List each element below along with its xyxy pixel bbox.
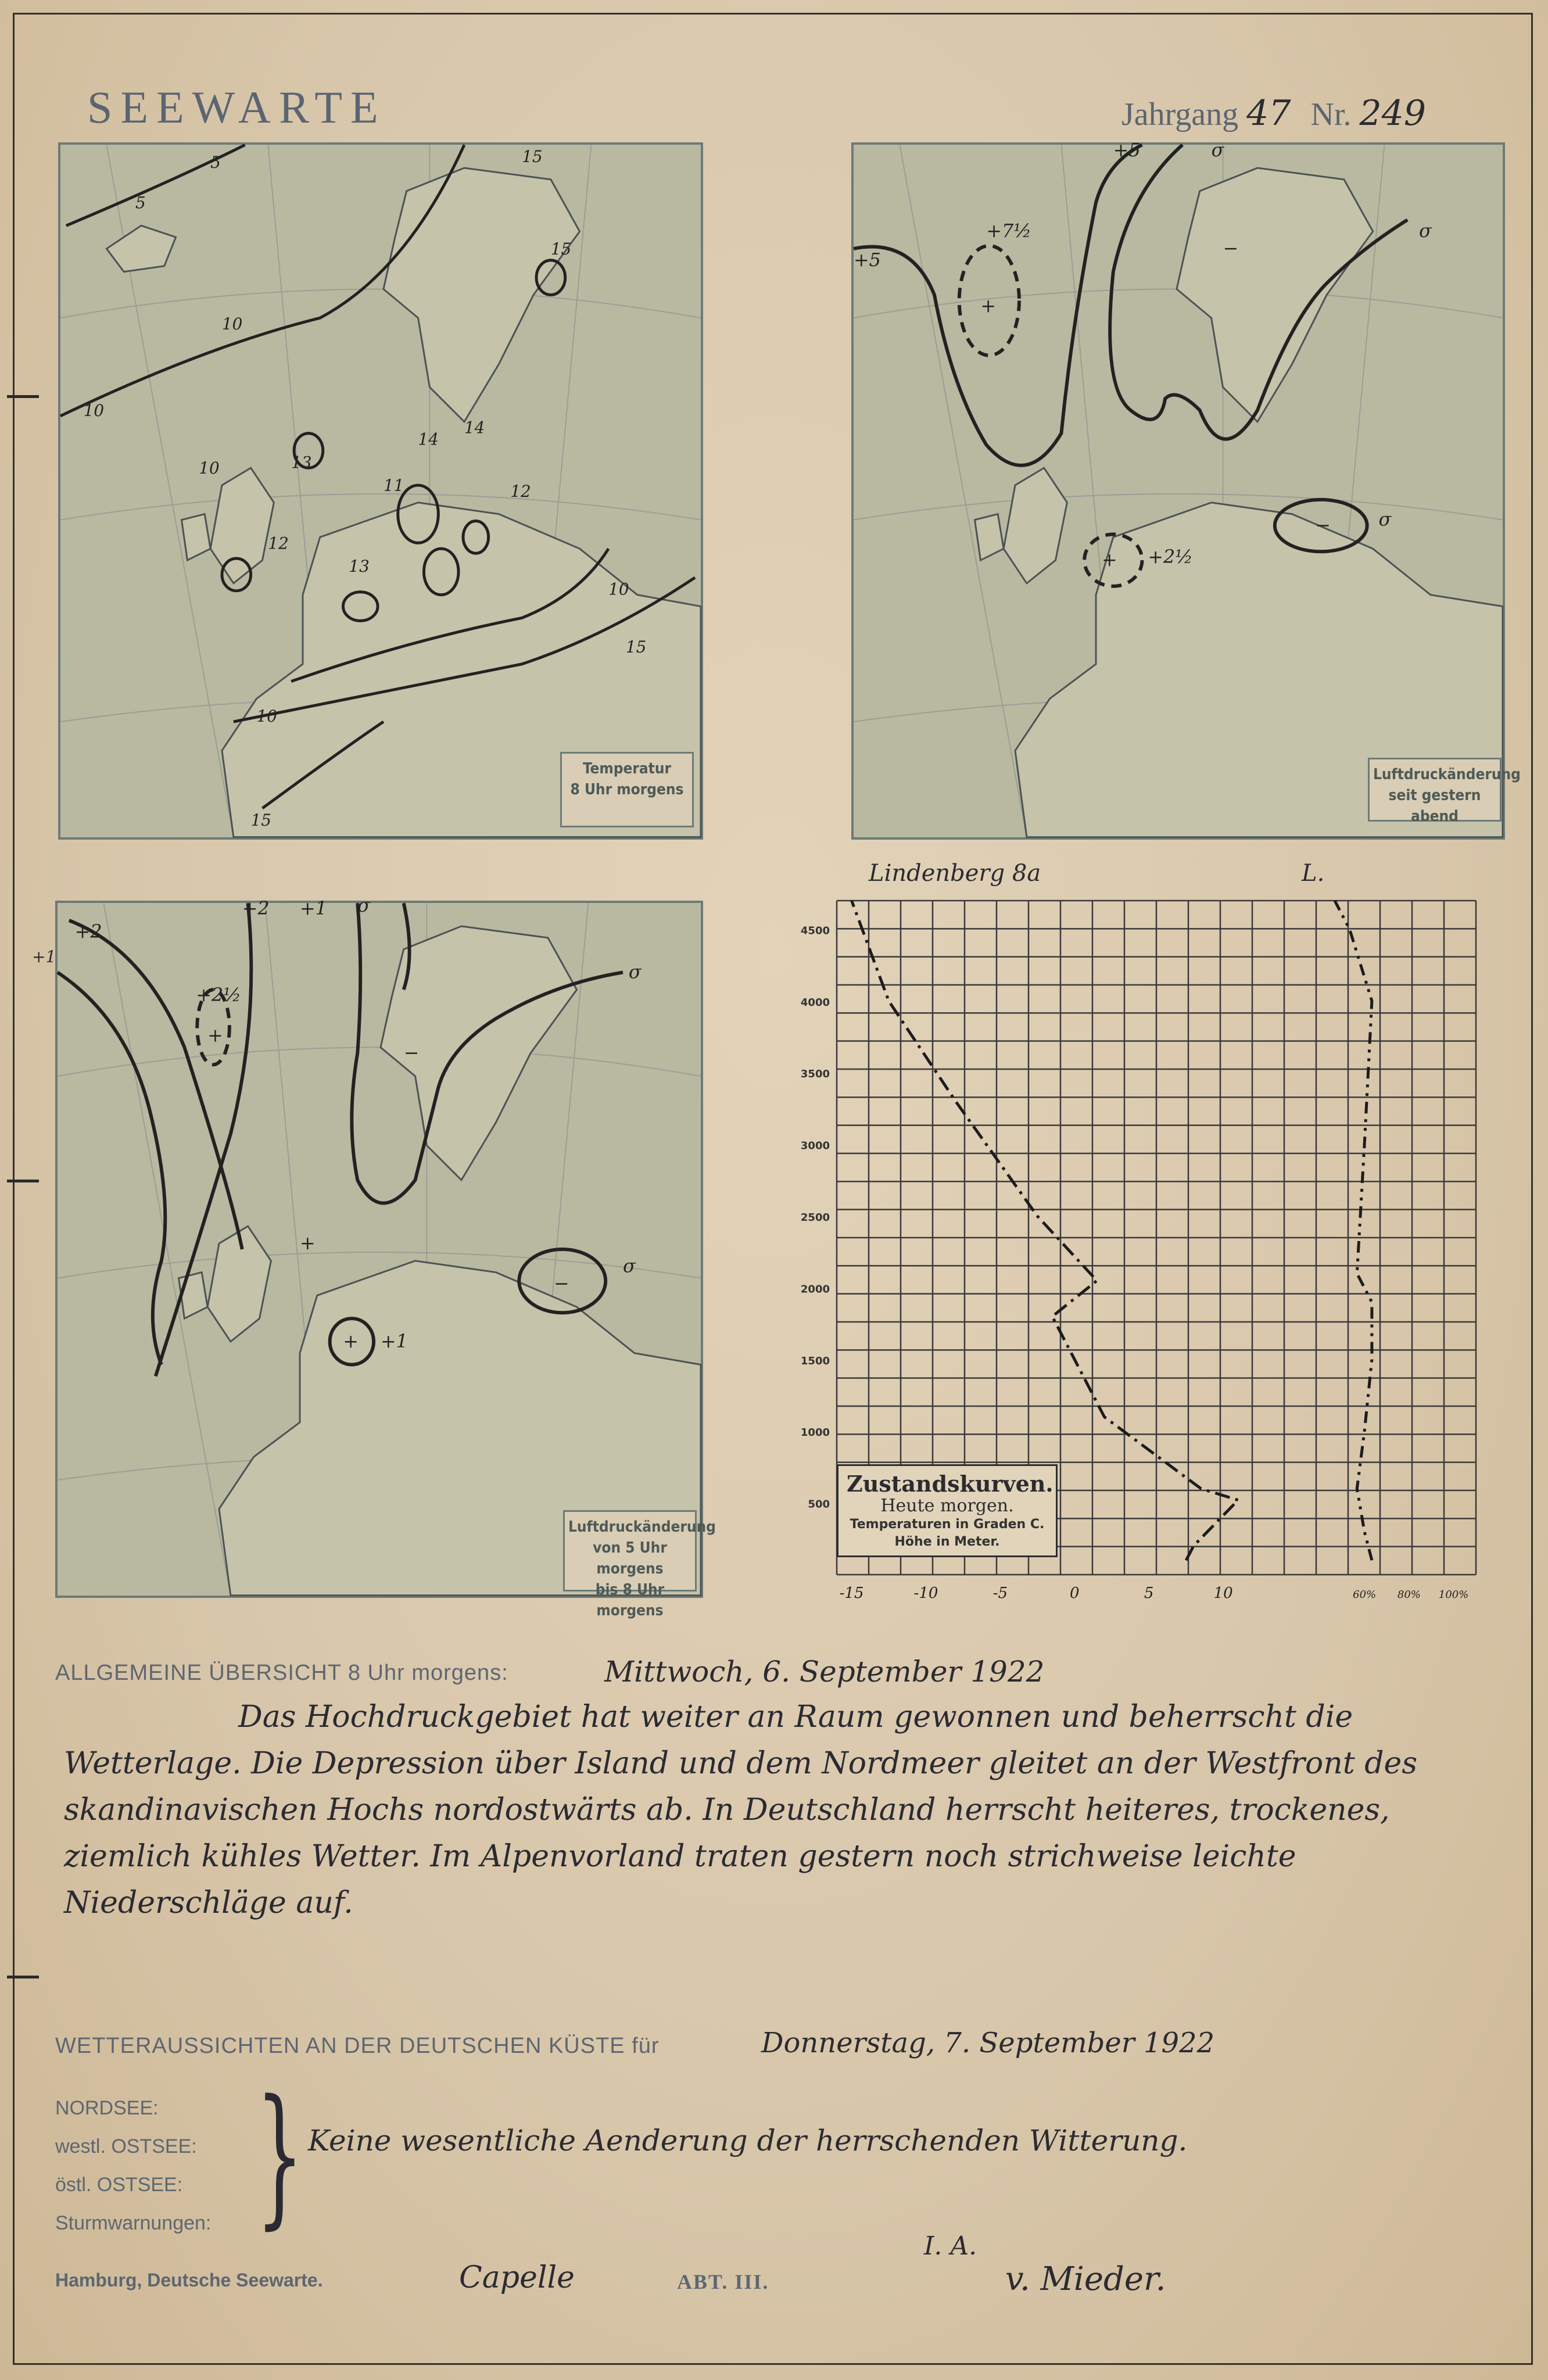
y-tick-label: 1500 [800, 1354, 830, 1367]
nr-value: 249 [1359, 93, 1427, 134]
svg-text:15: 15 [250, 810, 271, 830]
svg-text:+7½: +7½ [986, 221, 1031, 242]
temperature-map-drawing [60, 145, 701, 837]
pressure-change-morning-map [55, 895, 716, 1619]
x-tick-label: 0 [1070, 1585, 1080, 1602]
svg-text:σ: σ [622, 1256, 636, 1277]
margin-tick-3 [7, 1976, 39, 1978]
humidity-tick-label: 80% [1397, 1589, 1421, 1601]
footer-place: Hamburg, Deutsche Seewarte. [55, 2270, 323, 2291]
forecast-label: WETTERAUSSICHTEN AN DER DEUTSCHEN KÜSTE für [55, 2034, 660, 2058]
pressure-change-evening-map [851, 140, 1521, 840]
jahrgang-label: Jahrgang [1121, 96, 1239, 132]
svg-text:−: − [1223, 238, 1239, 259]
pressure-change-morning-caption-line1: Luftdruckänderung [568, 1518, 716, 1536]
margin-note-plus1: +1 [32, 947, 56, 966]
svg-text:5: 5 [135, 193, 146, 213]
footer-department: ABT. III. [677, 2270, 769, 2293]
temperature-map-caption-line2: 8 Uhr morgens [570, 781, 684, 798]
svg-text:σ: σ [628, 962, 642, 983]
svg-text:5: 5 [210, 153, 221, 173]
svg-text:+: + [980, 296, 997, 317]
svg-text:+: + [343, 1331, 359, 1352]
svg-text:−: − [403, 1042, 420, 1064]
svg-text:10: 10 [83, 400, 105, 420]
svg-text:+: + [1101, 550, 1117, 571]
svg-text:+1: +1 [299, 898, 327, 920]
pressure-change-morning-caption-line2: von 5 Uhr morgens [593, 1539, 667, 1578]
y-tick-label: 500 [808, 1498, 830, 1511]
svg-text:10: 10 [199, 458, 220, 478]
pressure-change-evening-drawing [854, 140, 1521, 837]
sounding-legend-line2: Höhe in Meter. [894, 1535, 1000, 1549]
pressure-change-evening-caption-line2: seit gestern abend [1388, 787, 1481, 825]
series-line-temperature [852, 901, 1238, 1560]
svg-text:σ: σ [357, 895, 370, 917]
region-sturmwarnungen: Sturmwarnungen: [55, 2212, 212, 2234]
sounding-chart [790, 860, 1488, 1610]
forecast-text: Keine wesentliche Aenderung der herrschenden Witterung. [308, 2124, 1188, 2157]
header-title: SEEWARTE [87, 82, 386, 132]
forecast-regions [55, 2089, 211, 2242]
svg-text:−: − [553, 1273, 569, 1295]
svg-text:15: 15 [522, 147, 543, 167]
sounding-subtitle: Heute morgen. [880, 1496, 1014, 1516]
y-tick-label: 4000 [800, 996, 830, 1009]
footer-initials: I. A. [924, 2231, 977, 2261]
svg-text:11: 11 [383, 475, 404, 495]
x-tick-label: 5 [1144, 1585, 1154, 1602]
svg-text:+2: +2 [242, 898, 270, 920]
margin-tick-2 [7, 1180, 39, 1182]
region-nordsee: NORDSEE: [55, 2097, 159, 2119]
svg-text:+: + [207, 1025, 223, 1046]
temperature-map [58, 142, 703, 840]
temperature-map-caption [560, 752, 694, 827]
pressure-change-morning-caption [563, 1510, 716, 1619]
region-oestl-ostsee: östl. OSTSEE: [55, 2174, 183, 2196]
svg-text:σ: σ [1211, 140, 1224, 162]
humidity-label: L. [1302, 860, 1325, 887]
sounding-legend-line1: Temperaturen in Graden C. [850, 1517, 1045, 1532]
svg-text:10: 10 [608, 579, 629, 599]
y-tick-label: 1000 [800, 1426, 830, 1439]
y-tick-label: 2500 [800, 1211, 830, 1224]
svg-text:12: 12 [268, 533, 289, 553]
footer-signature-1: Capelle [459, 2260, 575, 2295]
svg-text:+1: +1 [380, 1331, 408, 1352]
sounding-legend [837, 1464, 1058, 1557]
svg-text:13: 13 [349, 556, 370, 576]
svg-text:+2½: +2½ [1148, 547, 1193, 568]
forecast-date: Donnerstag, 7. September 1922 [761, 2027, 1215, 2059]
pressure-change-morning-drawing [58, 895, 716, 1596]
overview-date: Mittwoch, 6. September 1922 [604, 1655, 1045, 1689]
series-line-humidity [1335, 901, 1372, 1560]
svg-text:10: 10 [256, 707, 277, 726]
pressure-change-evening-caption-line1: Luftdruckänderung [1373, 766, 1521, 783]
svg-text:σ: σ [1419, 221, 1432, 242]
svg-text:+5: +5 [854, 249, 881, 271]
svg-text:14: 14 [464, 418, 485, 438]
jahrgang-value: 47 [1246, 93, 1291, 134]
temperature-map-caption-line1: Temperatur [582, 760, 672, 777]
svg-text:σ: σ [1378, 509, 1392, 531]
svg-text:15: 15 [625, 637, 647, 657]
svg-text:13: 13 [291, 453, 312, 472]
y-tick-label: 3500 [800, 1068, 830, 1081]
x-tick-label: 10 [1213, 1585, 1233, 1602]
region-westl-ostsee: westl. OSTSEE: [55, 2135, 197, 2157]
footer-signature-2: v. Mieder. [1005, 2260, 1166, 2298]
y-tick-label: 4500 [800, 924, 830, 937]
svg-text:+5: +5 [1113, 140, 1141, 162]
station-label: Lindenberg 8a [869, 860, 1041, 887]
overview-text: Das Hochdruckgebiet hat weiter an Raum gewonnen und beherrscht die Wetterlage. Die Depression über Island und dem Nordmeer gleitet an der Westfront des skandinavischen Hochs nordostwärts ab. In Deutschland herrscht heiteres, trockenes, ziemlich kühles Wetter. Im Alpenvorland traten gestern noch strichweise leichte Niederschläge auf. [64, 1700, 1418, 1920]
x-tick-label: -10 [913, 1585, 938, 1602]
humidity-tick-label: 100% [1438, 1589, 1469, 1601]
svg-text:+2½: +2½ [196, 985, 241, 1006]
svg-text:14: 14 [418, 429, 439, 449]
region-brace: } [256, 2068, 304, 2243]
overview-label: ALLGEMEINE ÜBERSICHT 8 Uhr morgens: [55, 1661, 508, 1685]
nr-label: Nr. [1310, 96, 1352, 132]
margin-tick-1 [7, 395, 39, 398]
svg-text:+2: +2 [74, 921, 102, 942]
y-tick-label: 2000 [800, 1283, 830, 1296]
sounding-title: Zustandskurven. [847, 1471, 1054, 1497]
svg-text:12: 12 [510, 481, 531, 501]
pressure-change-morning-caption-line3: bis 8 Uhr morgens [595, 1581, 665, 1619]
pressure-change-evening-caption [1368, 758, 1521, 825]
svg-text:10: 10 [221, 314, 243, 334]
humidity-tick-label: 60% [1353, 1589, 1377, 1601]
x-tick-label: -5 [992, 1585, 1008, 1602]
svg-text:15: 15 [550, 239, 572, 259]
x-tick-label: -15 [839, 1585, 864, 1602]
svg-text:−: − [1315, 515, 1331, 536]
y-tick-label: 3000 [800, 1139, 830, 1152]
svg-text:+: + [299, 1233, 316, 1254]
issue-info [1121, 93, 1426, 134]
